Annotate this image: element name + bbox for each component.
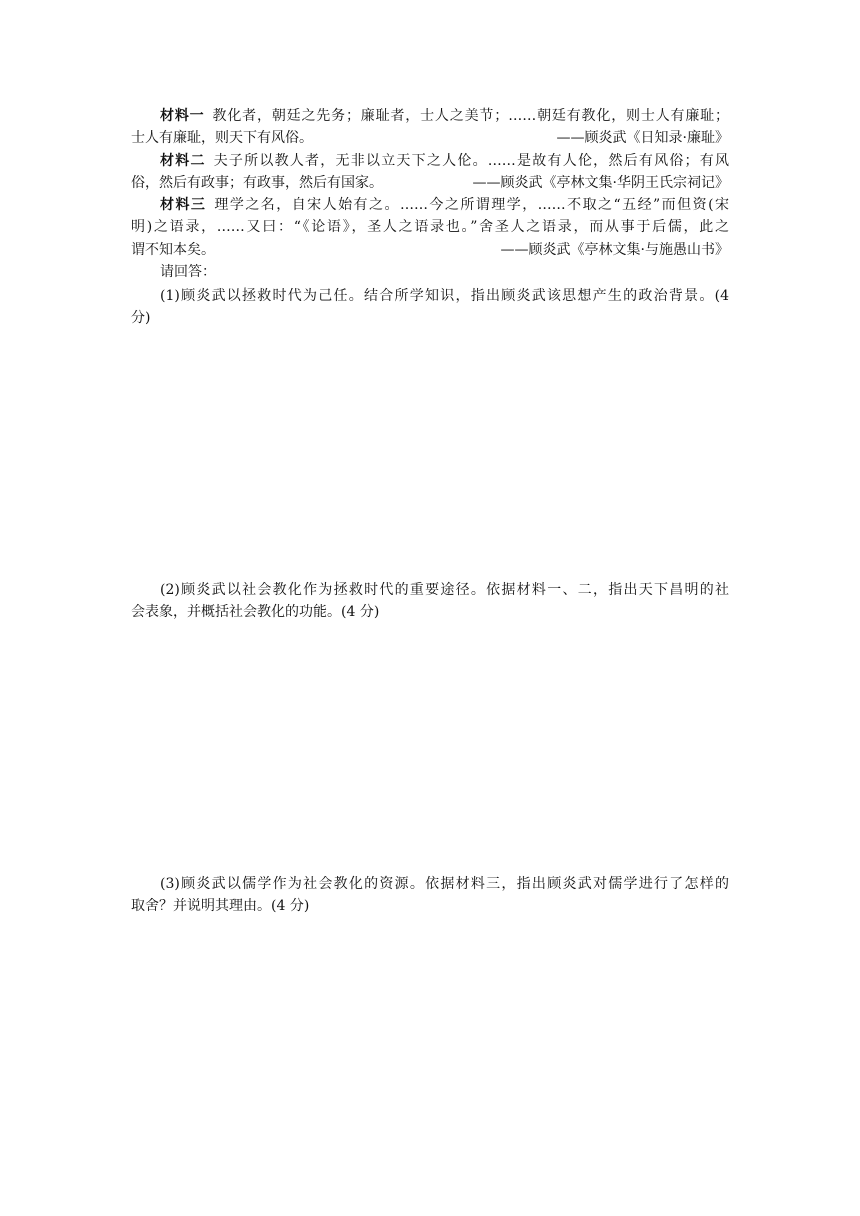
question-2-line-1: (2)顾炎武以社会教化作为拯救时代的重要途径。依据材料一、二，指出天下昌明的社 bbox=[160, 582, 729, 598]
material-2-line-1 bbox=[160, 150, 729, 172]
material-1-source: ——顾炎武《日知录·廉耻》 bbox=[556, 130, 729, 146]
question-3-line-1: (3)顾炎武以儒学作为社会教化的资源。依据材料三，指出顾炎武对儒学进行了怎样的 bbox=[160, 876, 729, 892]
material-1-label: 材料一 bbox=[160, 108, 205, 124]
question-3-line-2: 取舍？并说明其理由。(4 分) bbox=[131, 898, 310, 914]
material-3-text-3: 谓不知本矣。 bbox=[131, 242, 215, 258]
answer-prompt: 请回答： bbox=[160, 264, 216, 280]
material-1-line-1 bbox=[160, 105, 729, 127]
material-3-line-3 bbox=[131, 239, 729, 261]
material-3-text-2: 明)之语录，……又曰：“《论语》，圣人之语录也。”舍圣人之语录，而从事于后儒，此之 bbox=[131, 219, 729, 235]
material-2-text-2: 俗，然后有政事；有政事，然后有国家。 bbox=[131, 175, 383, 191]
material-2-line-2 bbox=[131, 172, 729, 194]
material-1-text-2: 士人有廉耻，则天下有风俗。 bbox=[131, 130, 313, 146]
material-3-label: 材料三 bbox=[160, 197, 207, 213]
material-2-label: 材料二 bbox=[160, 153, 206, 169]
material-3-line-1 bbox=[160, 194, 729, 216]
material-2-source: ——顾炎武《亭林文集·华阴王氏宗祠记》 bbox=[472, 175, 729, 191]
material-2-text-1: 夫子所以教人者，无非以立天下之人伦。……是故有人伦，然后有风俗；有风 bbox=[213, 153, 729, 169]
material-1-line-2 bbox=[131, 127, 729, 149]
question-1-line-1: (1)顾炎武以拯救时代为己任。结合所学知识，指出顾炎武该思想产生的政治背景。(4 bbox=[160, 288, 729, 304]
material-3-text-1: 理学之名，自宋人始有之。……今之所谓理学，……不取之“五经”而但资(宋 bbox=[214, 197, 729, 213]
question-1-line-2: 分) bbox=[131, 310, 151, 326]
material-3-source: ——顾炎武《亭林文集·与施愚山书》 bbox=[500, 242, 729, 258]
material-1-text-1: 教化者，朝廷之先务；廉耻者，士人之美节；……朝廷有教化，则士人有廉耻； bbox=[212, 108, 730, 124]
question-2-line-2: 会表象，并概括社会教化的功能。(4 分) bbox=[131, 604, 380, 620]
material-3-line-2 bbox=[131, 216, 729, 238]
